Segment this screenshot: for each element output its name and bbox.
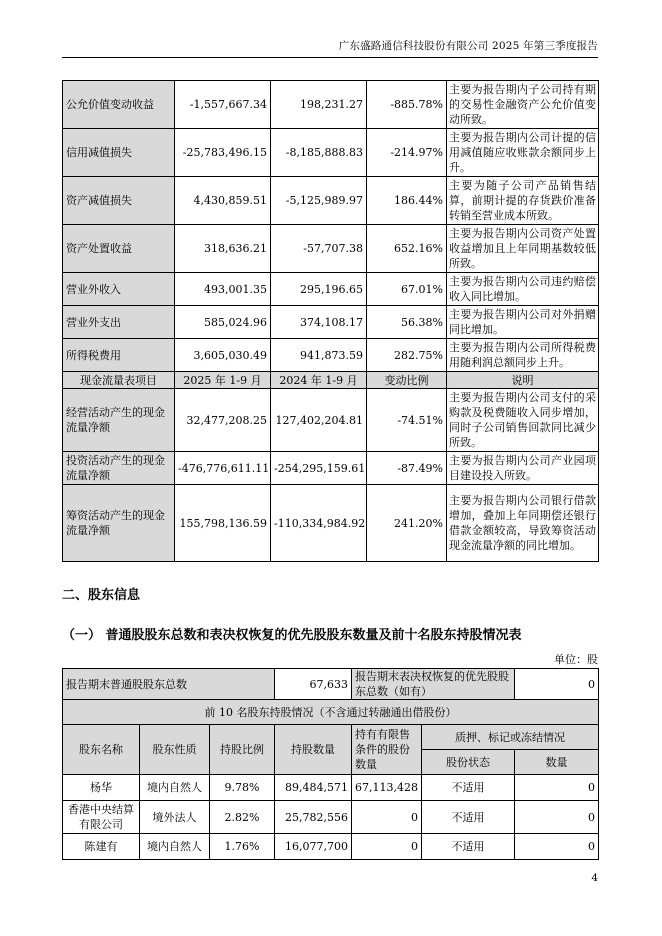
col-holder-nature: 股东性质 xyxy=(140,725,210,775)
preferred-holders-label: 报告期末表决权恢复的优先股股东总数（如有） xyxy=(352,669,515,700)
table-row xyxy=(63,339,599,372)
row-current: 318,636.21 xyxy=(175,225,271,273)
row-note: 主要为报告期内公司违约赔偿收入同比增加。 xyxy=(447,273,599,306)
row-note: 主要为随子公司产品销售结算，前期计提的存货跌价准备转销至营业成本所致。 xyxy=(447,177,599,225)
row-change: 652.16% xyxy=(367,225,447,273)
row-note: 主要为报告期内公司对外捐赠同比增加。 xyxy=(447,306,599,339)
table-row xyxy=(63,177,599,225)
holder-status: 不适用 xyxy=(422,834,515,860)
header-item: 现金流量表项目 xyxy=(63,372,175,389)
row-note: 主要为报告期内公司银行借款增加，叠加上年同期偿还银行借款金额较高，导致筹资活动现金流量净额的同比增加。 xyxy=(447,485,599,562)
holder-shares: 16,077,700 xyxy=(275,834,352,860)
row-prior: -5,125,989.97 xyxy=(271,177,367,225)
header-current: 2025 年 1-9 月 xyxy=(175,372,271,389)
row-note: 主要为报告期内公司支付的采购款及税费随收入同步增加，同时子公司销售回款同比减少所致。 xyxy=(447,389,599,452)
financial-changes-table xyxy=(62,80,599,562)
col-share-status: 股份状态 xyxy=(422,750,515,775)
col-holding-shares: 持股数量 xyxy=(275,725,352,775)
row-change: 282.75% xyxy=(367,339,447,372)
holder-name: 杨华 xyxy=(63,775,140,801)
header-prior: 2024 年 1-9 月 xyxy=(271,372,367,389)
row-item: 所得税费用 xyxy=(63,339,175,372)
row-note: 主要为报告期内公司所得税费用随利润总额同步上升。 xyxy=(447,339,599,372)
holder-nature: 境内自然人 xyxy=(140,775,210,801)
row-prior: 198,231.27 xyxy=(271,81,367,129)
table-row xyxy=(63,801,599,834)
table-row xyxy=(63,273,599,306)
table-row xyxy=(63,81,599,129)
subsection-title: （一） 普通股股东总数和表决权恢复的优先股股东数量及前十名股东持股情况表 xyxy=(62,628,522,643)
table-row xyxy=(63,129,599,177)
summary-row xyxy=(63,669,599,700)
holder-name: 香港中央结算有限公司 xyxy=(63,801,140,834)
row-item: 投资活动产生的现金流量净额 xyxy=(63,452,175,485)
row-current: -476,776,611.11 xyxy=(175,452,271,485)
row-current: 493,001.35 xyxy=(175,273,271,306)
row-change: 241.20% xyxy=(367,485,447,562)
holder-status: 不适用 xyxy=(422,775,515,801)
page-number: 4 xyxy=(591,872,598,884)
common-holders-value: 67,633 xyxy=(275,669,352,700)
row-item: 资产处置收益 xyxy=(63,225,175,273)
row-item: 营业外支出 xyxy=(63,306,175,339)
table-row xyxy=(63,225,599,273)
row-prior: -110,334,984.92 xyxy=(271,485,367,562)
row-prior: 374,108.17 xyxy=(271,306,367,339)
row-prior: -254,295,159.61 xyxy=(271,452,367,485)
row-prior: 295,196.65 xyxy=(271,273,367,306)
holder-qty: 0 xyxy=(515,801,599,834)
holder-nature: 境外法人 xyxy=(140,801,210,834)
row-item: 公允价值变动收益 xyxy=(63,81,175,129)
row-change: 186.44% xyxy=(367,177,447,225)
shareholders-table xyxy=(62,668,599,860)
table-row xyxy=(63,775,599,801)
row-current: 155,798,136.59 xyxy=(175,485,271,562)
row-current: 3,605,030.49 xyxy=(175,339,271,372)
holder-ratio: 9.78% xyxy=(210,775,275,801)
unit-label: 单位：股 xyxy=(554,653,598,666)
caption-row xyxy=(63,700,599,725)
row-current: -25,783,496.15 xyxy=(175,129,271,177)
header-change: 变动比例 xyxy=(367,372,447,389)
holder-restricted: 0 xyxy=(352,801,422,834)
table-row xyxy=(63,389,599,452)
row-change: 67.01% xyxy=(367,273,447,306)
table-row xyxy=(63,452,599,485)
holder-qty: 0 xyxy=(515,775,599,801)
row-note: 主要为报告期内子公司持有期的交易性金融资产公允价值变动所致。 xyxy=(447,81,599,129)
row-change: -214.97% xyxy=(367,129,447,177)
table-row xyxy=(63,834,599,860)
row-change: -87.49% xyxy=(367,452,447,485)
holder-ratio: 1.76% xyxy=(210,834,275,860)
holder-nature: 境内自然人 xyxy=(140,834,210,860)
row-current: 4,430,859.51 xyxy=(175,177,271,225)
row-note: 主要为报告期内公司产业园项目建设投入所致。 xyxy=(447,452,599,485)
row-current: 585,024.96 xyxy=(175,306,271,339)
page-header: 广东盛路通信科技股份有限公司 2025 年第三季度报告 xyxy=(338,40,598,52)
holder-name: 陈建有 xyxy=(63,834,140,860)
row-prior: 941,873.59 xyxy=(271,339,367,372)
header-note: 说明 xyxy=(447,372,599,389)
col-holding-ratio: 持股比例 xyxy=(210,725,275,775)
col-restricted-shares: 持有有限售条件的股份数量 xyxy=(352,725,422,775)
row-item: 经营活动产生的现金流量净额 xyxy=(63,389,175,452)
col-holder-name: 股东名称 xyxy=(63,725,140,775)
section-title: 二、股东信息 xyxy=(62,588,141,603)
holder-shares: 89,484,571 xyxy=(275,775,352,801)
row-change: -885.78% xyxy=(367,81,447,129)
row-item: 资产减值损失 xyxy=(63,177,175,225)
row-current: -1,557,667.34 xyxy=(175,81,271,129)
row-item: 营业外收入 xyxy=(63,273,175,306)
common-holders-label: 报告期末普通股股东总数 xyxy=(63,669,275,700)
row-note: 主要为报告期内公司资产处置收益增加且上年同期基数较低所致。 xyxy=(447,225,599,273)
row-item: 信用减值损失 xyxy=(63,129,175,177)
holder-restricted: 0 xyxy=(352,834,422,860)
row-note: 主要为报告期内公司计提的信用减值随应收账款余额同步上升。 xyxy=(447,129,599,177)
row-prior: 127,402,204.81 xyxy=(271,389,367,452)
row-change: 56.38% xyxy=(367,306,447,339)
col-pledge-qty: 数量 xyxy=(515,750,599,775)
holder-ratio: 2.82% xyxy=(210,801,275,834)
holder-shares: 25,782,556 xyxy=(275,801,352,834)
preferred-holders-value: 0 xyxy=(515,669,599,700)
row-item: 筹资活动产生的现金流量净额 xyxy=(63,485,175,562)
row-current: 32,477,208.25 xyxy=(175,389,271,452)
col-pledge-group: 质押、标记或冻结情况 xyxy=(422,725,599,750)
top10-caption: 前 10 名股东持股情况（不含通过转融通出借股份） xyxy=(63,700,599,725)
column-header-row xyxy=(63,725,599,750)
row-prior: -8,185,888.83 xyxy=(271,129,367,177)
cashflow-header-row xyxy=(63,372,599,389)
row-prior: -57,707.38 xyxy=(271,225,367,273)
table-row xyxy=(63,306,599,339)
holder-status: 不适用 xyxy=(422,801,515,834)
header-divider xyxy=(62,57,598,58)
table-row xyxy=(63,485,599,562)
holder-restricted: 67,113,428 xyxy=(352,775,422,801)
row-change: -74.51% xyxy=(367,389,447,452)
holder-qty: 0 xyxy=(515,834,599,860)
